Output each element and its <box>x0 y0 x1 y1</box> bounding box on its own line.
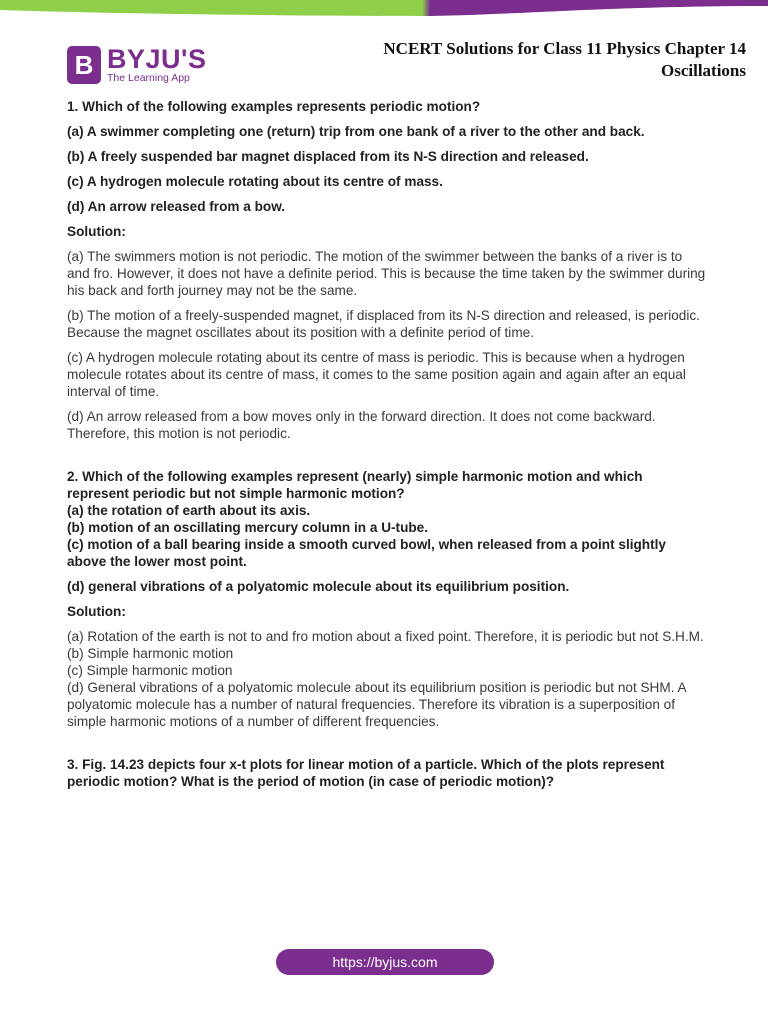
q2-answer-d: (d) General vibrations of a polyatomic molecule about its equilibrium position is periodic but not SHM. A polyatomic molecule has a number of natural frequencies. Therefore its vibration is a superposition of simple harmonic motions of a number of different frequencies. <box>67 680 686 729</box>
byjus-logo <box>67 44 206 86</box>
q2-answer-c: (c) Simple harmonic motion <box>67 663 233 678</box>
q1-option-d: (d) An arrow released from a bow. <box>67 199 286 214</box>
q1-solution-label: Solution: <box>67 224 126 239</box>
q1-option-b: (b) A freely suspended bar magnet displaced from its N-S direction and released. <box>67 149 589 164</box>
q1-answer-c: (c) A hydrogen molecule rotating about its centre of mass is periodic. This is because when a hydrogen molecule rotates about its centre of mass, it comes to the same position again and again after an equal interval of time. <box>67 350 686 399</box>
byjus-logo-mark: B <box>67 46 101 84</box>
q1-option-c: (c) A hydrogen molecule rotating about its centre of mass. <box>67 174 443 189</box>
q2-option-b: (b) motion of an oscillating mercury column in a U-tube. <box>67 520 429 535</box>
q2-answer-a: (a) Rotation of the earth is not to and fro motion about a fixed point. Therefore, it is periodic but not S.H.M. <box>67 629 704 644</box>
q2-option-a: (a) the rotation of earth about its axis. <box>67 503 311 518</box>
brand-name: BYJU'S <box>107 43 207 74</box>
q2-option-d: (d) general vibrations of a polyatomic molecule about its equilibrium position. <box>67 579 570 594</box>
footer-url-text: https://byjus.com <box>332 954 438 970</box>
document-body <box>67 98 707 790</box>
question-3: 3. Fig. 14.23 depicts four x-t plots for linear motion of a particle. Which of the plots represent periodic motion? What is the period of motion (in case of periodic motion)? <box>67 757 665 789</box>
q1-option-a: (a) A swimmer completing one (return) trip from one bank of a river to the other and back. <box>67 124 645 139</box>
document-title-line2: Oscillations <box>660 61 746 80</box>
q2-option-c: (c) motion of a ball bearing inside a smooth curved bowl, when released from a point slightly above the lower most point. <box>67 537 666 569</box>
document-title <box>383 38 746 82</box>
question-2: 2. Which of the following examples represent (nearly) simple harmonic motion and which represent periodic but not simple harmonic motion? <box>67 469 643 501</box>
question-1: 1. Which of the following examples represents periodic motion? <box>67 99 481 114</box>
q2-solution-label: Solution: <box>67 604 126 619</box>
brand-tagline: The Learning App <box>107 71 190 84</box>
q1-answer-d: (d) An arrow released from a bow moves only in the forward direction. It does not come backward. Therefore, this motion is not periodic. <box>67 409 656 441</box>
top-decorative-bar <box>0 0 768 18</box>
document-title-line1: NCERT Solutions for Class 11 Physics Chapter 14 <box>383 39 746 58</box>
q1-answer-b: (b) The motion of a freely-suspended magnet, if displaced from its N-S direction and released, is periodic. Because the magnet oscillates about its position with a definite period of time. <box>67 308 700 340</box>
q1-answer-a: (a) The swimmers motion is not periodic. The motion of the swimmer between the banks of a river is to and fro. However, it does not have a definite period. This is because the time taken by the swimmer during his back and forth journey may not be the same. <box>67 249 706 298</box>
q2-answer-b: (b) Simple harmonic motion <box>67 646 234 661</box>
footer-url-link[interactable] <box>276 949 494 975</box>
